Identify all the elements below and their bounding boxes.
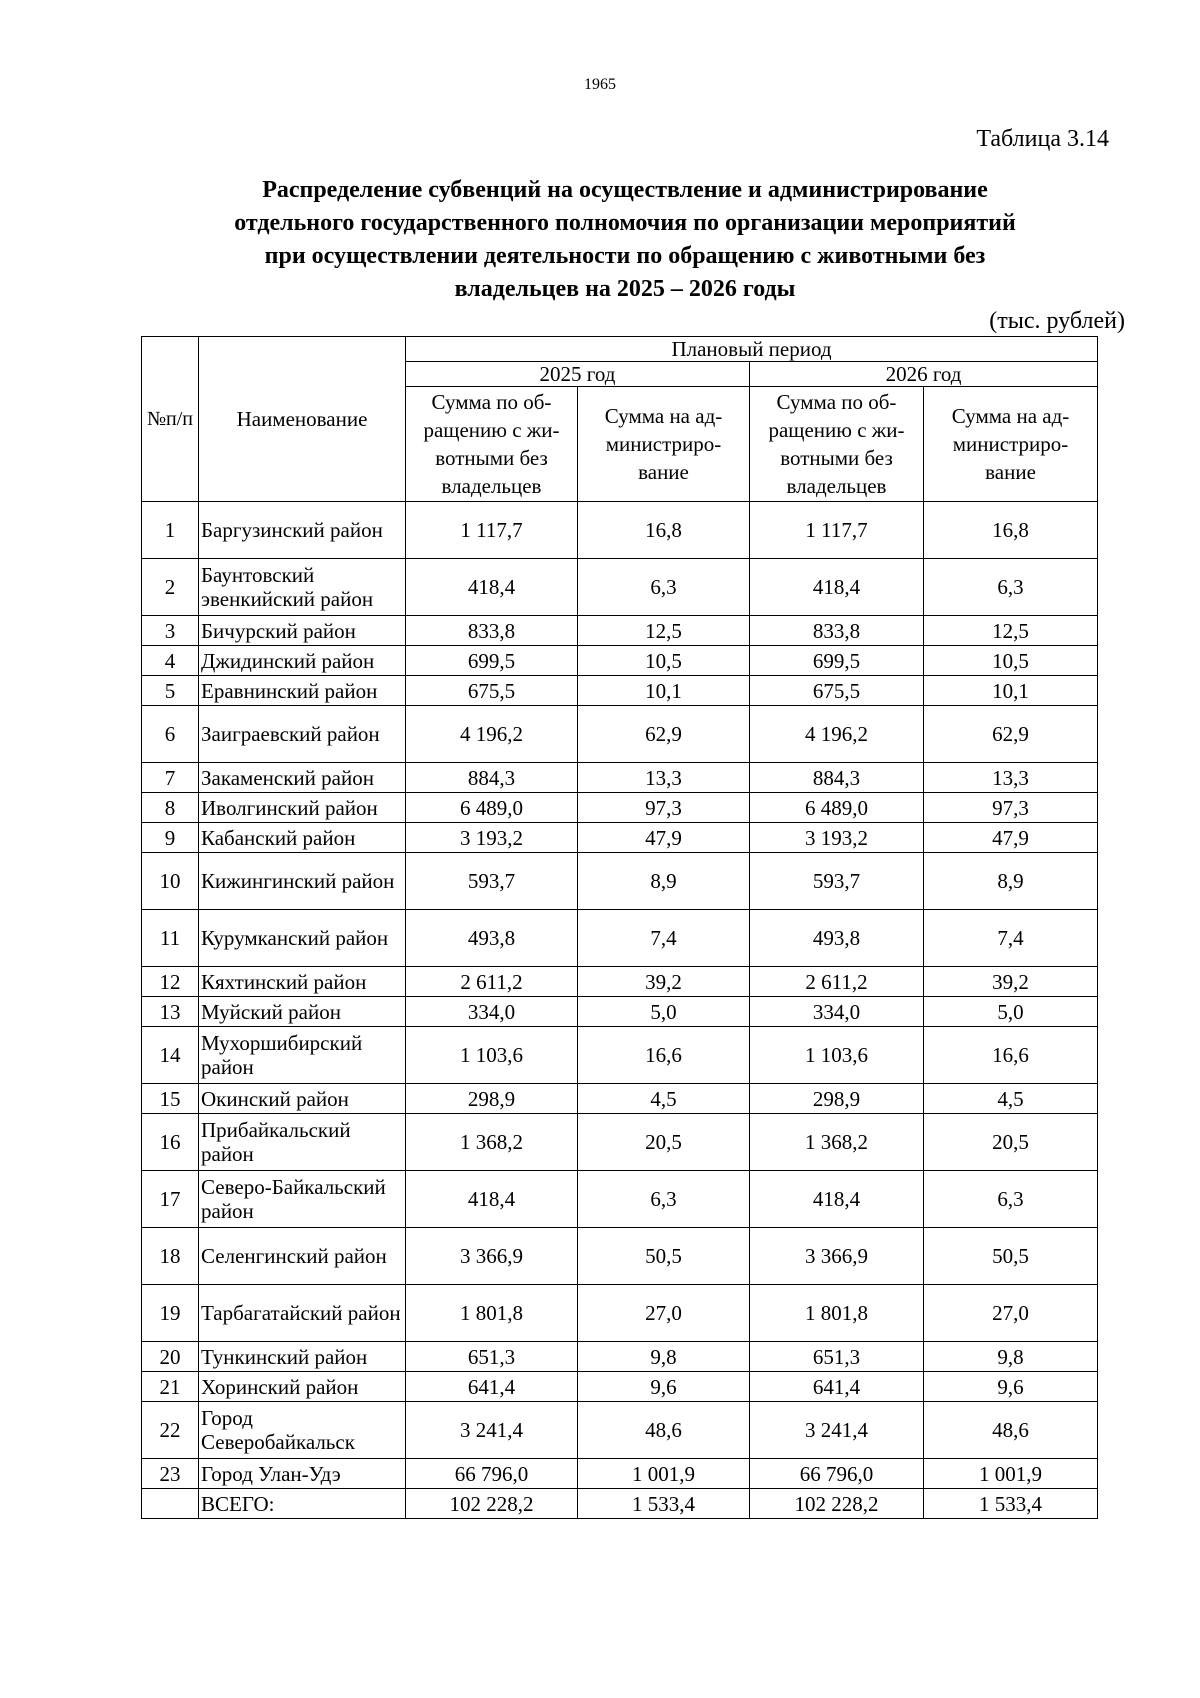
sum-admin-2025: 27,0 — [578, 1285, 750, 1342]
row-name: Джидинский район — [199, 646, 406, 676]
sum-treatment-2026: 675,5 — [750, 676, 924, 706]
table-row — [142, 997, 1098, 1027]
row-name: Баргузинский район — [199, 502, 406, 559]
row-number: 3 — [142, 616, 199, 646]
sum-treatment-2025: 675,5 — [406, 676, 578, 706]
sum-treatment-2025: 418,4 — [406, 1171, 578, 1228]
row-name: Закаменский район — [199, 763, 406, 793]
sum-admin-2026: 13,3 — [924, 763, 1098, 793]
sum-treatment-2025: 6 489,0 — [406, 793, 578, 823]
sum-admin-2025: 16,8 — [578, 502, 750, 559]
title-line: владельцев на 2025 – 2026 годы — [454, 276, 796, 302]
sum-admin-2025: 12,5 — [578, 616, 750, 646]
table-row — [142, 1342, 1098, 1372]
table-label: Таблица 3.14 — [976, 126, 1109, 152]
sum-admin-2026: 47,9 — [924, 823, 1098, 853]
sum-admin-2025: 16,6 — [578, 1027, 750, 1084]
document-title — [150, 174, 1100, 306]
table-row — [142, 646, 1098, 676]
header-line: Сумма на ад- — [604, 404, 723, 428]
sum-admin-2026: 7,4 — [924, 910, 1098, 967]
sum-treatment-2025: 833,8 — [406, 616, 578, 646]
table-row — [142, 853, 1098, 910]
sum-admin-2025: 10,5 — [578, 646, 750, 676]
row-number: 8 — [142, 793, 199, 823]
table-row — [142, 793, 1098, 823]
header-line: Сумма на ад- — [951, 404, 1070, 428]
row-number: 7 — [142, 763, 199, 793]
sum-treatment-2025: 641,4 — [406, 1372, 578, 1402]
table-row — [142, 559, 1098, 616]
table-row — [142, 1114, 1098, 1171]
sum-treatment-2025: 3 241,4 — [406, 1402, 578, 1459]
sum-treatment-2026: 334,0 — [750, 997, 924, 1027]
sum-treatment-2026: 699,5 — [750, 646, 924, 676]
row-name: Курумканский район — [199, 910, 406, 967]
sum-admin-2026: 10,1 — [924, 676, 1098, 706]
sum-treatment-2025-header — [406, 387, 578, 502]
planned-period-header: Плановый период — [406, 337, 1098, 362]
sum-treatment-2025: 418,4 — [406, 559, 578, 616]
table-row — [142, 967, 1098, 997]
sum-admin-2025: 50,5 — [578, 1228, 750, 1285]
sum-treatment-2026: 493,8 — [750, 910, 924, 967]
sum-admin-2026: 20,5 — [924, 1114, 1098, 1171]
sum-treatment-2026: 4 196,2 — [750, 706, 924, 763]
sum-admin-2026: 27,0 — [924, 1285, 1098, 1342]
header-line: владельцев — [786, 474, 887, 498]
table-row — [142, 1402, 1098, 1459]
sum-treatment-2026: 3 366,9 — [750, 1228, 924, 1285]
table-row — [142, 616, 1098, 646]
table-row — [142, 676, 1098, 706]
sum-treatment-2026: 884,3 — [750, 763, 924, 793]
table-row — [142, 1084, 1098, 1114]
title-line: Распределение субвенций на осуществление и администрирование — [262, 177, 988, 203]
table-header — [142, 337, 1098, 502]
sum-treatment-2026: 2 611,2 — [750, 967, 924, 997]
sum-admin-2026: 10,5 — [924, 646, 1098, 676]
sum-admin-2025: 5,0 — [578, 997, 750, 1027]
row-name: Селенгинский район — [199, 1228, 406, 1285]
header-line: ращению с жи- — [768, 418, 905, 442]
sum-treatment-2025: 2 611,2 — [406, 967, 578, 997]
table-row — [142, 502, 1098, 559]
row-name: Иволгинский район — [199, 793, 406, 823]
sum-treatment-2025: 334,0 — [406, 997, 578, 1027]
table-row — [142, 763, 1098, 793]
sum-treatment-2025: 3 366,9 — [406, 1228, 578, 1285]
sum-admin-2026: 1 001,9 — [924, 1459, 1098, 1489]
sum-treatment-2025: 884,3 — [406, 763, 578, 793]
sum-treatment-2025: 699,5 — [406, 646, 578, 676]
col-num-header: №п/п — [142, 337, 199, 502]
sum-admin-2026: 6,3 — [924, 559, 1098, 616]
header-line: Сумма по об- — [431, 390, 552, 414]
sum-admin-2026: 39,2 — [924, 967, 1098, 997]
total-row-number — [142, 1489, 199, 1519]
header-line: министриро- — [605, 432, 722, 456]
row-name: Мухоршибирский район — [199, 1027, 406, 1084]
sum-admin-2026: 12,5 — [924, 616, 1098, 646]
row-number: 4 — [142, 646, 199, 676]
row-name: Кяхтинский район — [199, 967, 406, 997]
sum-treatment-2025: 593,7 — [406, 853, 578, 910]
sum-admin-2025: 8,9 — [578, 853, 750, 910]
header-line: вание — [985, 460, 1036, 484]
sum-treatment-2025: 298,9 — [406, 1084, 578, 1114]
sum-treatment-2026: 298,9 — [750, 1084, 924, 1114]
row-name: Город Улан-Удэ — [199, 1459, 406, 1489]
sum-admin-2025-header — [578, 387, 750, 502]
sum-treatment-2025: 493,8 — [406, 910, 578, 967]
table-row — [142, 910, 1098, 967]
row-number: 23 — [142, 1459, 199, 1489]
table-row — [142, 1027, 1098, 1084]
header-line: вание — [638, 460, 689, 484]
year-2025-header: 2025 год — [406, 362, 750, 387]
header-line: вотными без — [780, 446, 893, 470]
sum-admin-2025: 6,3 — [578, 559, 750, 616]
sum-admin-2025: 47,9 — [578, 823, 750, 853]
sum-treatment-2025: 1 117,7 — [406, 502, 578, 559]
sum-admin-2025: 62,9 — [578, 706, 750, 763]
sum-treatment-2026: 1 103,6 — [750, 1027, 924, 1084]
sum-treatment-2025: 66 796,0 — [406, 1459, 578, 1489]
sum-admin-2026: 16,8 — [924, 502, 1098, 559]
sum-treatment-2025: 651,3 — [406, 1342, 578, 1372]
row-name: Окинский район — [199, 1084, 406, 1114]
sum-admin-2026: 62,9 — [924, 706, 1098, 763]
sum-treatment-2026: 833,8 — [750, 616, 924, 646]
sum-treatment-2026: 1 117,7 — [750, 502, 924, 559]
row-name: Тарбагатайский район — [199, 1285, 406, 1342]
header-line: Сумма по об- — [776, 390, 897, 414]
col-name-header: Наименование — [199, 337, 406, 502]
table-row — [142, 823, 1098, 853]
row-name: Бичурский район — [199, 616, 406, 646]
header-line: ращению с жи- — [423, 418, 560, 442]
row-number: 5 — [142, 676, 199, 706]
table-row — [142, 1228, 1098, 1285]
sum-treatment-2026: 6 489,0 — [750, 793, 924, 823]
row-number: 16 — [142, 1114, 199, 1171]
row-name: Еравнинский район — [199, 676, 406, 706]
sum-admin-2025: 39,2 — [578, 967, 750, 997]
sum-treatment-2025: 1 801,8 — [406, 1285, 578, 1342]
sum-admin-2025: 9,8 — [578, 1342, 750, 1372]
row-name: Баунтовский эвенкийский район — [199, 559, 406, 616]
row-number: 15 — [142, 1084, 199, 1114]
table-row — [142, 706, 1098, 763]
sum-admin-2025: 20,5 — [578, 1114, 750, 1171]
row-number: 1 — [142, 502, 199, 559]
row-name: Тункинский район — [199, 1342, 406, 1372]
title-line: отдельного государственного полномочия по организации мероприятий — [234, 210, 1016, 236]
row-number: 11 — [142, 910, 199, 967]
sum-treatment-2025: 1 103,6 — [406, 1027, 578, 1084]
sum-treatment-2025: 1 368,2 — [406, 1114, 578, 1171]
total-sum-admin-2025: 1 533,4 — [578, 1489, 750, 1519]
sum-treatment-2026: 651,3 — [750, 1342, 924, 1372]
sum-admin-2025: 9,6 — [578, 1372, 750, 1402]
row-name: Муйский район — [199, 997, 406, 1027]
sum-admin-2025: 10,1 — [578, 676, 750, 706]
total-sum-treatment-2026: 102 228,2 — [750, 1489, 924, 1519]
row-name: Северо-Байкальский район — [199, 1171, 406, 1228]
table-row — [142, 1459, 1098, 1489]
header-line: владельцев — [441, 474, 542, 498]
sum-treatment-2026: 66 796,0 — [750, 1459, 924, 1489]
sum-admin-2026: 48,6 — [924, 1402, 1098, 1459]
sum-admin-2025: 1 001,9 — [578, 1459, 750, 1489]
sum-admin-2026: 16,6 — [924, 1027, 1098, 1084]
sum-admin-2026: 9,6 — [924, 1372, 1098, 1402]
header-line: министриро- — [952, 432, 1069, 456]
sum-treatment-2026: 593,7 — [750, 853, 924, 910]
row-name: Кижингинский район — [199, 853, 406, 910]
sum-admin-2026: 4,5 — [924, 1084, 1098, 1114]
page-number: 1965 — [584, 76, 616, 93]
row-number: 22 — [142, 1402, 199, 1459]
sum-treatment-2025: 3 193,2 — [406, 823, 578, 853]
sum-admin-2025: 6,3 — [578, 1171, 750, 1228]
sum-admin-2025: 48,6 — [578, 1402, 750, 1459]
row-name: Заиграевский район — [199, 706, 406, 763]
sum-admin-2026: 50,5 — [924, 1228, 1098, 1285]
row-number: 9 — [142, 823, 199, 853]
row-number: 17 — [142, 1171, 199, 1228]
year-2026-header: 2026 год — [750, 362, 1098, 387]
table-body — [142, 502, 1098, 1519]
row-name: Хоринский район — [199, 1372, 406, 1402]
table-row — [142, 1372, 1098, 1402]
sum-treatment-2026: 418,4 — [750, 559, 924, 616]
row-number: 20 — [142, 1342, 199, 1372]
sum-treatment-2025: 4 196,2 — [406, 706, 578, 763]
sum-treatment-2026: 3 241,4 — [750, 1402, 924, 1459]
sum-admin-2025: 97,3 — [578, 793, 750, 823]
row-number: 19 — [142, 1285, 199, 1342]
total-row — [142, 1489, 1098, 1519]
sum-treatment-2026: 1 801,8 — [750, 1285, 924, 1342]
sum-treatment-2026: 3 193,2 — [750, 823, 924, 853]
row-number: 13 — [142, 997, 199, 1027]
sum-treatment-2026-header — [750, 387, 924, 502]
row-number: 21 — [142, 1372, 199, 1402]
sum-admin-2025: 7,4 — [578, 910, 750, 967]
row-number: 6 — [142, 706, 199, 763]
sum-admin-2026-header — [924, 387, 1098, 502]
sum-treatment-2026: 641,4 — [750, 1372, 924, 1402]
row-number: 14 — [142, 1027, 199, 1084]
total-sum-treatment-2025: 102 228,2 — [406, 1489, 578, 1519]
sum-admin-2025: 4,5 — [578, 1084, 750, 1114]
title-line: при осуществлении деятельности по обращению с животными без — [264, 243, 986, 269]
row-name: Прибайкальский район — [199, 1114, 406, 1171]
header-line: вотными без — [435, 446, 548, 470]
table-row — [142, 1285, 1098, 1342]
sum-admin-2026: 5,0 — [924, 997, 1098, 1027]
subventions-table — [141, 336, 1098, 1519]
sum-admin-2026: 97,3 — [924, 793, 1098, 823]
sum-admin-2026: 8,9 — [924, 853, 1098, 910]
sum-treatment-2026: 418,4 — [750, 1171, 924, 1228]
sum-admin-2026: 6,3 — [924, 1171, 1098, 1228]
row-number: 12 — [142, 967, 199, 997]
row-name: Кабанский район — [199, 823, 406, 853]
row-number: 2 — [142, 559, 199, 616]
sum-admin-2026: 9,8 — [924, 1342, 1098, 1372]
total-row-name: ВСЕГО: — [199, 1489, 406, 1519]
row-number: 10 — [142, 853, 199, 910]
total-sum-admin-2026: 1 533,4 — [924, 1489, 1098, 1519]
units-label: (тыс. рублей) — [989, 308, 1125, 334]
sum-admin-2025: 13,3 — [578, 763, 750, 793]
row-number: 18 — [142, 1228, 199, 1285]
table-row — [142, 1171, 1098, 1228]
sum-treatment-2026: 1 368,2 — [750, 1114, 924, 1171]
row-name: Город Северобайкальск — [199, 1402, 406, 1459]
